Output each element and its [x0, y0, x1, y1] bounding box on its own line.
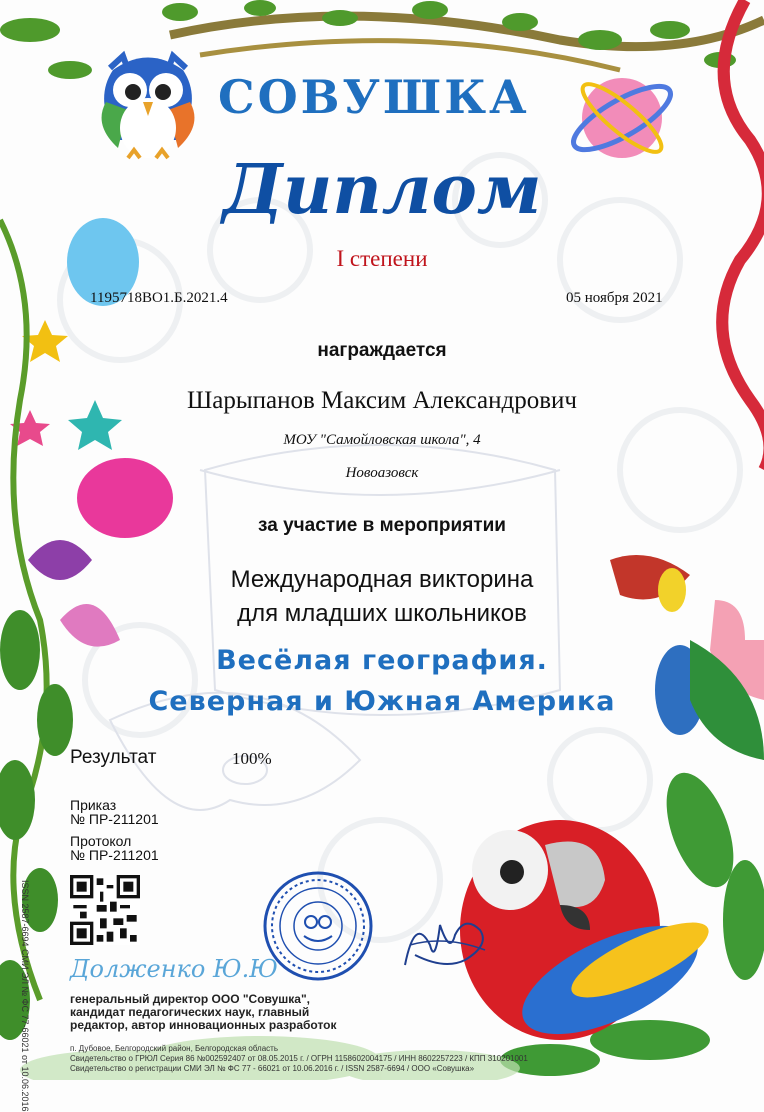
handwritten-signature — [395, 905, 495, 980]
signer-position — [70, 993, 390, 1032]
city-name: Новоазовск — [345, 465, 419, 481]
order-label: Приказ — [70, 797, 117, 813]
result-value: 100% — [232, 749, 272, 768]
participation-label: за участие в мероприятии — [258, 515, 506, 536]
owl-logo-icon — [88, 40, 208, 165]
awarded-label: награждается — [317, 340, 447, 361]
qr-code-icon — [70, 875, 140, 945]
diploma-title: Диплом — [222, 150, 542, 230]
school-name: МОУ "Самойловская школа", 4 — [283, 432, 481, 448]
recipient-name: Шарыпанов Максим Александрович — [187, 387, 577, 414]
footer-registration: Свидетельство о ГРЮЛ Серия 86 №002592407 от 08.05.2015 г. / ОГРН 1158602004175 / ИНН 8602257223 / КПП 310201001 — [70, 1054, 528, 1063]
footer-info — [70, 1044, 528, 1074]
brand-name: СОВУШКА — [218, 70, 530, 124]
result-label: Результат — [70, 747, 157, 768]
registration-number: 1195718ВО1.Б.2021.4 — [90, 290, 228, 306]
signer-position-line3: редактор, автор инновационных разработок — [70, 1018, 337, 1032]
signer-position-line2: кандидат педагогических наук, главный — [70, 1005, 310, 1019]
vertical-registration-text: ISSN 2587-6694 СМИ ЭЛ № ФС 77-66021 от 10.06.2016 — [20, 880, 30, 1112]
official-stamp — [262, 870, 374, 982]
event-title-line1: Международная викторина — [230, 566, 534, 593]
protocol-number: № ПР-211201 — [70, 847, 159, 863]
event-title-line2: для младших школьников — [237, 600, 527, 627]
theme-title-line2: Северная и Южная Америка — [148, 686, 616, 717]
footer-media-registration: Свидетельство о регистрации СМИ ЭЛ № ФС 77 - 66021 от 10.06.2016 г. / ISSN 2587-6694 / ООО «Совушка» — [70, 1064, 475, 1073]
issue-date: 05 ноября 2021 — [566, 290, 663, 306]
protocol-label: Протокол — [70, 833, 132, 849]
theme-title-line1: Весёлая география. — [216, 645, 548, 676]
diploma-degree: I степени — [336, 246, 428, 271]
order-number: № ПР-211201 — [70, 811, 159, 827]
signer-name: Долженко Ю.Ю — [70, 955, 278, 983]
signer-position-line1: генеральный директор ООО "Совушка", — [70, 992, 310, 1006]
footer-address: п. Дубовое, Белгородский район, Белгородская область — [70, 1044, 279, 1053]
